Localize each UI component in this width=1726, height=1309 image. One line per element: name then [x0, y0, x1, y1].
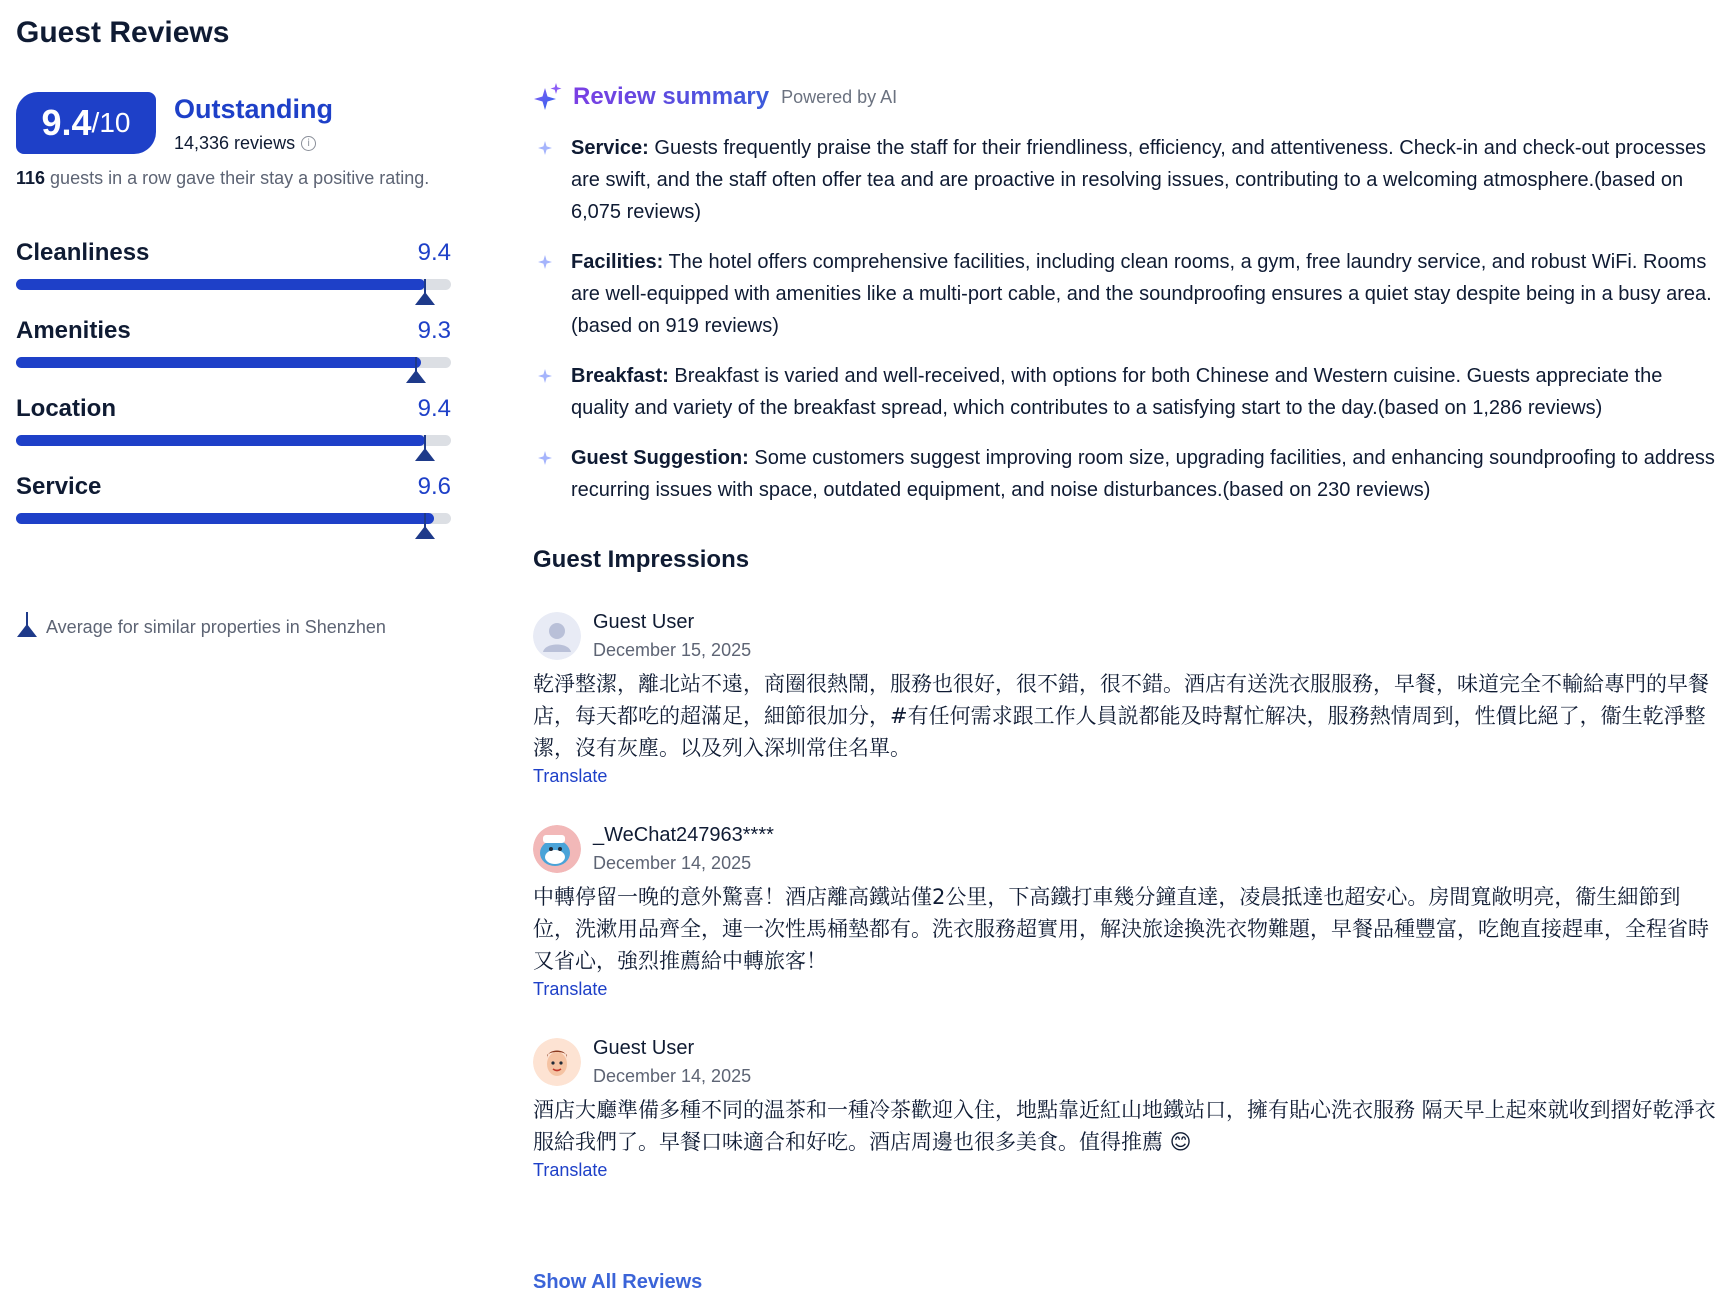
category-service: [16, 473, 451, 551]
category-cleanliness: [16, 239, 451, 317]
category-score: 9.3: [417, 317, 451, 344]
score-max: /10: [91, 107, 131, 138]
review-card: [533, 1036, 1718, 1181]
rating-overview: [16, 92, 451, 551]
review-card: [533, 823, 1718, 1000]
page-title: Guest Reviews: [16, 16, 230, 49]
reviewer-name: Guest User: [593, 611, 695, 633]
score-bar-track: [16, 357, 451, 368]
sparkle-icon: [533, 82, 563, 112]
reviewer-info: [533, 1036, 1718, 1088]
score-bar-track: [16, 435, 451, 446]
translate-link[interactable]: Translate: [533, 979, 608, 999]
sparkle-bullet-icon: [537, 368, 553, 384]
summary-text: Guests frequently praise the staff for their friendliness, efficiency, and attentiveness. Check-in and check-out processes are swift, and the staff often offer tea and are proactive in resolving issues, contributing to a welcoming atmosphere.(based on 6,075 reviews): [571, 137, 1707, 223]
score-bar-track: [16, 279, 451, 290]
cartoon-person-avatar-icon: [533, 1038, 581, 1086]
score-bar-track: [16, 513, 451, 524]
summary-label: Guest Suggestion:: [571, 447, 749, 469]
category-name: Cleanliness: [16, 239, 150, 266]
score-row: [16, 92, 451, 154]
summary-item-facilities: [533, 246, 1718, 342]
summary-item-breakfast: [533, 360, 1718, 424]
average-marker-icon: [16, 612, 38, 638]
category-location: [16, 395, 451, 473]
reviews-main: [533, 80, 1718, 1181]
summary-item-guest-suggestion: [533, 442, 1718, 506]
review-text: 中轉停留一晚的意外驚喜！酒店離高鐵站僅2公里，下高鐵打車幾分鐘直達，凌晨抵達也超安心。房間寬敞明亮，衞生細節到位，洗漱用品齊全，連一次性馬桶墊都有。洗衣服務超實用，解決旅途換洗衣物難題，早餐品種豐富，吃飽直接趕車，全程省時又省心，強烈推薦給中轉旅客！: [533, 885, 1709, 973]
dolphin-avatar-icon: [533, 825, 581, 873]
score-bar-fill: [16, 513, 434, 524]
streak-count: 116: [16, 168, 46, 188]
review-card: [533, 610, 1718, 787]
show-all-reviews-button[interactable]: Show All Reviews: [533, 1271, 703, 1293]
score-bar-fill: [16, 435, 425, 446]
category-name: Service: [16, 473, 102, 500]
sparkle-bullet-icon: [537, 140, 553, 156]
average-legend-text: Average for similar properties in Shenzhen: [46, 617, 386, 637]
summary-item-service: [533, 132, 1718, 228]
reviews-count: 14,336 reviews: [174, 133, 296, 153]
category-name: Amenities: [16, 317, 131, 344]
default-avatar-icon: [533, 612, 581, 660]
summary-label: Facilities:: [571, 251, 664, 273]
translate-link[interactable]: Translate: [533, 1160, 608, 1180]
reviewer-name: _WeChat247963****: [593, 824, 774, 846]
summary-label: Service:: [571, 137, 649, 159]
translate-link[interactable]: Translate: [533, 766, 608, 786]
score-bar-fill: [16, 357, 421, 368]
reviewer-info: [533, 610, 1718, 662]
review-summary-header: [533, 80, 1718, 114]
reviewer-info: [533, 823, 1718, 875]
summary-text: The hotel offers comprehensive facilities, including clean rooms, a gym, free laundry service, and robust WiFi. Rooms are well-equipped with amenities like a multi-port cable, and the soundproofing ensures a quiet stay despite being in a busy area.(based on 919 reviews): [571, 251, 1712, 337]
review-date: December 14, 2025: [593, 1066, 752, 1086]
category-score: 9.4: [417, 239, 451, 266]
sparkle-bullet-icon: [537, 450, 553, 466]
sparkle-bullet-icon: [537, 254, 553, 270]
powered-by-ai: Powered by AI: [781, 86, 898, 107]
review-summary-list: [533, 132, 1718, 506]
overall-score: 9.4: [41, 102, 92, 143]
streak-text: guests in a row gave their stay a positive rating.: [45, 168, 430, 188]
reviews-count-line: [174, 133, 333, 154]
review-text: 乾淨整潔，離北站不遠，商圈很熱鬧，服務也很好，很不錯，很不錯。酒店有送洗衣服服務，早餐，味道完全不輸給專門的早餐店，每天都吃的超滿足，細節很加分，#有任何需求跟工作人員説都能及時幫忙解决，服務熱情周到，性價比絕了，衞生乾淨整潔，沒有灰塵。以及列入深圳常住名單。: [533, 672, 1709, 760]
category-score: 9.4: [417, 395, 451, 422]
summary-text: Some customers suggest improving room size, upgrading facilities, and enhancing soundproofing to address recurring issues with space, outdated equipment, and noise disturbances.(based on 230 reviews): [571, 447, 1715, 501]
guest-impressions-title: Guest Impressions: [533, 546, 750, 573]
review-date: December 14, 2025: [593, 853, 752, 873]
summary-text: Breakfast is varied and well-received, with options for both Chinese and Western cuisine. Guests appreciate the quality and variety of the breakfast spread, which contributes to a satisfying start to the day.(based on 1,286 reviews): [571, 365, 1663, 419]
category-amenities: [16, 317, 451, 395]
reviewer-name: Guest User: [593, 1037, 695, 1059]
category-score: 9.6: [417, 473, 451, 500]
review-summary-title: Review summary: [573, 83, 770, 110]
review-date: December 15, 2025: [593, 640, 752, 660]
score-text: [174, 92, 333, 154]
summary-label: Breakfast:: [571, 365, 669, 387]
review-text: 酒店大廳準備多種不同的温茶和一種冷茶歡迎入住，地點靠近紅山地鐵站口，擁有貼心洗衣服務 隔天早上起來就收到摺好乾淨衣服給我們了。早餐口味適合和好吃。酒店周邊也很多美食。值得推薦 😊: [533, 1098, 1716, 1154]
category-scores: [16, 239, 451, 551]
info-icon[interactable]: i: [301, 136, 316, 151]
score-badge: [16, 92, 156, 154]
average-legend: [16, 612, 386, 638]
category-name: Location: [16, 395, 116, 422]
rating-label: Outstanding: [174, 94, 333, 124]
positive-streak: [16, 168, 451, 189]
score-bar-fill: [16, 279, 425, 290]
